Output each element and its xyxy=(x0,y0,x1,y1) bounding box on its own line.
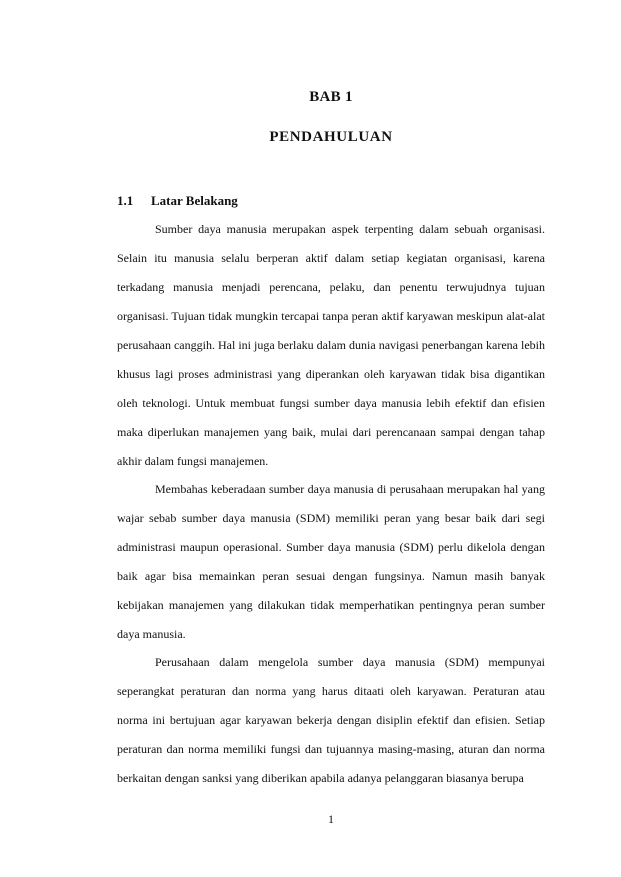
paragraph: Membahas keberadaan sumber daya manusia di perusahaan merupakan hal yang wajar sebab sumber daya manusia (SDM) memiliki peran yang besar baik dari segi administrasi maupun operasional. Sumber daya manusia (SDM) perlu dikelola dengan baik agar bisa memainkan peran sesuai dengan fungsinya. Namun masih banyak kebijakan manajemen yang dilakukan tidak memperhatikan pentingnya peran sumber daya manusia. xyxy=(117,482,545,641)
section-title: Latar Belakang xyxy=(151,193,238,208)
page-number: 1 xyxy=(328,812,334,826)
chapter-number: BAB 1 xyxy=(309,89,353,105)
paragraph-block xyxy=(117,648,545,793)
paragraph: Sumber daya manusia merupakan aspek terpenting dalam sebuah organisasi. Selain itu manusia selalu berperan aktif dalam setiap kegiatan organisasi, karena terkadang manusia menjadi perencana, pelaku, dan penentu terwujudnya tujuan organisasi. Tujuan tidak mungkin tercapai tanpa peran aktif karyawan meskipun alat-alat perusahaan canggih. Hal ini juga berlaku dalam dunia navigasi penerbangan karena lebih khusus lagi proses administrasi yang diperankan oleh karyawan tidak bisa digantikan oleh teknologi. Untuk membuat fungsi sumber daya manusia lebih efektif dan efisien maka diperlukan manajemen yang baik, mulai dari perencanaan sampai dengan tahap akhir dalam fungsi manajemen. xyxy=(117,222,545,468)
section-number: 1.1 xyxy=(117,193,134,208)
section-heading xyxy=(117,193,238,209)
paragraph-block xyxy=(117,475,545,649)
chapter-title: PENDAHULUAN xyxy=(269,129,393,145)
paragraph-block xyxy=(117,215,545,476)
paragraph: Perusahaan dalam mengelola sumber daya manusia (SDM) mempunyai seperangkat peraturan dan norma yang harus ditaati oleh karyawan. Peraturan atau norma ini bertujuan agar karyawan bekerja dengan disiplin efektif dan efisien. Setiap peraturan dan norma memiliki fungsi dan tujuannya masing-masing, aturan dan norma berkaitan dengan sanksi yang diberikan apabila adanya pelanggaran biasanya berupa xyxy=(117,655,545,785)
